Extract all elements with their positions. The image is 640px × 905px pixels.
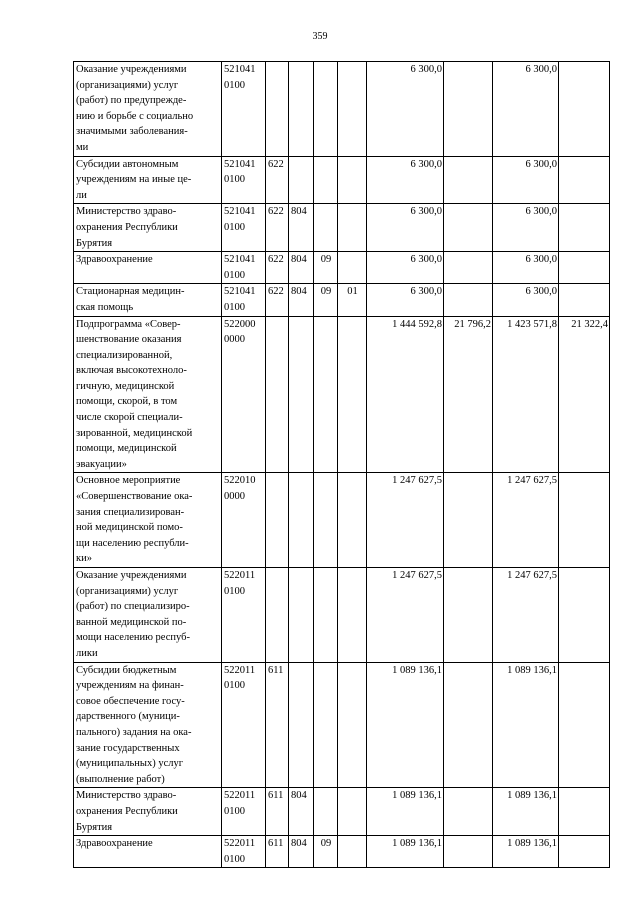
table-row — [74, 62, 610, 157]
amount-next-federal-cell — [559, 662, 610, 788]
table-row — [74, 836, 610, 868]
ministry-code-cell — [289, 568, 314, 663]
table-row — [74, 316, 610, 473]
ministry-code-cell — [289, 473, 314, 568]
amount-federal-cell — [444, 568, 493, 663]
row-name-cell-line: Здравоохранение — [76, 838, 153, 850]
subsection-cell — [338, 316, 367, 473]
amount-next-federal-cell — [559, 568, 610, 663]
expense-type-cell: 622 — [266, 252, 289, 284]
section-cell — [314, 156, 338, 204]
row-name-cell-line: ли — [76, 189, 87, 201]
expense-type-cell — [266, 473, 289, 568]
amount-next-cell: 6 300,0 — [493, 284, 559, 316]
section-cell — [314, 662, 338, 788]
target-code-cell-line: 0100 — [224, 221, 245, 233]
ministry-code-cell: 804 — [289, 788, 314, 836]
row-name-cell-line: Бурятия — [76, 237, 113, 249]
row-name-cell-line: (организациями) услуг — [76, 79, 179, 91]
amount-federal-cell — [444, 204, 493, 252]
row-name-cell-line: (муниципальных) услуг — [76, 758, 184, 770]
amount-next-cell: 1 247 627,5 — [493, 473, 559, 568]
row-name-cell-line: учреждениям на финан- — [76, 680, 184, 692]
amount-federal-cell — [444, 836, 493, 868]
section-cell: 09 — [314, 252, 338, 284]
row-name-cell-line: охранения Республики — [76, 221, 178, 233]
row-name-cell — [74, 204, 222, 252]
target-code-cell — [222, 788, 266, 836]
target-code-cell-line: 521041 — [224, 286, 256, 298]
target-code-cell-line: 521041 — [224, 158, 256, 170]
row-name-cell-line: ной медицинской помо- — [76, 522, 183, 534]
target-code-cell — [222, 62, 266, 157]
row-name-cell-line: ки» — [76, 553, 92, 565]
amount-next-federal-cell — [559, 284, 610, 316]
row-name-cell-line: щи населению республи- — [76, 537, 189, 549]
row-name-cell-line: охранения Республики — [76, 805, 178, 817]
row-name-cell-line: Стационарная медицин- — [76, 286, 185, 298]
row-name-cell-line: Подпрограмма «Совер- — [76, 318, 181, 330]
row-name-cell-line: значимыми заболевания- — [76, 126, 188, 138]
row-name-cell-line: (работ) по предупрежде- — [76, 95, 187, 107]
target-code-cell — [222, 284, 266, 316]
row-name-cell-line: гичную, медицинской — [76, 380, 175, 392]
ministry-code-cell — [289, 62, 314, 157]
ministry-code-cell — [289, 156, 314, 204]
section-cell — [314, 788, 338, 836]
row-name-cell-line: шенствование оказания — [76, 334, 182, 346]
target-code-cell-line: 522011 — [224, 838, 256, 850]
expense-type-cell: 622 — [266, 284, 289, 316]
row-name-cell — [74, 568, 222, 663]
amount-federal-cell — [444, 62, 493, 157]
row-name-cell — [74, 316, 222, 473]
row-name-cell-line: (организациями) услуг — [76, 585, 179, 597]
section-cell — [314, 316, 338, 473]
section-cell — [314, 62, 338, 157]
target-code-cell — [222, 473, 266, 568]
row-name-cell-line: числе скорой специали- — [76, 412, 183, 424]
amount-federal-cell — [444, 662, 493, 788]
row-name-cell-line: лики — [76, 647, 98, 659]
row-name-cell-line: зания специализирован- — [76, 506, 185, 518]
expense-type-cell — [266, 62, 289, 157]
target-code-cell-line: 521041 — [224, 254, 256, 266]
row-name-cell — [74, 473, 222, 568]
row-name-cell-line: «Совершенствование ока- — [76, 491, 193, 503]
row-name-cell-line: помощи, медицинской — [76, 443, 177, 455]
row-name-cell-line: ская помощь — [76, 301, 134, 313]
row-name-cell-line: пального) задания на ока- — [76, 726, 192, 738]
row-name-cell-line: Министерство здраво- — [76, 206, 177, 218]
amount-federal-cell — [444, 284, 493, 316]
row-name-cell-line: (работ) по специализиро- — [76, 601, 190, 613]
row-name-cell-line: Субсидии бюджетным — [76, 664, 177, 676]
amount-cell: 6 300,0 — [367, 156, 444, 204]
row-name-cell — [74, 836, 222, 868]
amount-next-federal-cell — [559, 788, 610, 836]
row-name-cell-line: мощи населению респуб- — [76, 632, 190, 644]
amount-next-cell: 6 300,0 — [493, 252, 559, 284]
row-name-cell-line: зание государственных — [76, 742, 180, 754]
subsection-cell — [338, 836, 367, 868]
subsection-cell — [338, 204, 367, 252]
amount-cell: 1 089 136,1 — [367, 662, 444, 788]
subsection-cell — [338, 788, 367, 836]
section-cell — [314, 204, 338, 252]
subsection-cell: 01 — [338, 284, 367, 316]
row-name-cell — [74, 788, 222, 836]
target-code-cell-line: 0100 — [224, 301, 245, 313]
table-row — [74, 662, 610, 788]
amount-next-cell: 1 089 136,1 — [493, 788, 559, 836]
section-cell — [314, 568, 338, 663]
target-code-cell — [222, 836, 266, 868]
row-name-cell-line: Оказание учреждениями — [76, 64, 187, 75]
amount-next-cell: 6 300,0 — [493, 62, 559, 157]
amount-federal-cell — [444, 473, 493, 568]
amount-next-cell: 6 300,0 — [493, 156, 559, 204]
row-name-cell-line: зированной, медицинской — [76, 427, 193, 439]
table-row — [74, 204, 610, 252]
subsection-cell — [338, 252, 367, 284]
expense-type-cell: 611 — [266, 788, 289, 836]
ministry-code-cell: 804 — [289, 284, 314, 316]
target-code-cell — [222, 316, 266, 473]
ministry-code-cell — [289, 662, 314, 788]
row-name-cell-line: Бурятия — [76, 821, 113, 833]
row-name-cell-line: специализированной, — [76, 349, 173, 361]
table-row — [74, 473, 610, 568]
row-name-cell — [74, 662, 222, 788]
row-name-cell-line: включая высокотехноло- — [76, 365, 187, 377]
amount-cell: 6 300,0 — [367, 284, 444, 316]
subsection-cell — [338, 62, 367, 157]
amount-next-cell: 6 300,0 — [493, 204, 559, 252]
subsection-cell — [338, 156, 367, 204]
target-code-cell-line: 522010 — [224, 475, 256, 487]
ministry-code-cell: 804 — [289, 252, 314, 284]
target-code-cell-line: 522011 — [224, 570, 256, 581]
amount-next-cell: 1 423 571,8 — [493, 316, 559, 473]
amount-next-federal-cell — [559, 836, 610, 868]
target-code-cell — [222, 568, 266, 663]
row-name-cell-line: помощи, скорой, в том — [76, 396, 178, 408]
table-row — [74, 284, 610, 316]
amount-cell: 1 089 136,1 — [367, 788, 444, 836]
amount-cell: 6 300,0 — [367, 252, 444, 284]
target-code-cell-line: 0100 — [224, 269, 245, 281]
target-code-cell-line: 0100 — [224, 805, 245, 817]
row-name-cell-line: Оказание учреждениями — [76, 570, 187, 581]
row-name-cell — [74, 62, 222, 157]
target-code-cell — [222, 204, 266, 252]
row-name-cell-line: Министерство здраво- — [76, 790, 177, 802]
amount-next-cell: 1 089 136,1 — [493, 836, 559, 868]
row-name-cell-line: (выполнение работ) — [76, 773, 165, 785]
target-code-cell-line: 522000 — [224, 318, 256, 330]
table-row — [74, 788, 610, 836]
row-name-cell — [74, 156, 222, 204]
amount-cell: 1 247 627,5 — [367, 568, 444, 663]
amount-federal-cell: 21 796,2 — [444, 316, 493, 473]
amount-next-cell: 1 247 627,5 — [493, 568, 559, 663]
target-code-cell-line: 522011 — [224, 664, 256, 676]
amount-next-cell: 1 089 136,1 — [493, 662, 559, 788]
target-code-cell — [222, 252, 266, 284]
row-name-cell-line: эвакуации» — [76, 458, 127, 470]
target-code-cell-line: 521041 — [224, 64, 256, 75]
target-code-cell-line: 521041 — [224, 206, 256, 218]
row-name-cell-line: нию и борьбе с социально — [76, 110, 194, 122]
amount-next-federal-cell — [559, 252, 610, 284]
expense-type-cell: 611 — [266, 836, 289, 868]
expense-type-cell: 622 — [266, 204, 289, 252]
amount-next-federal-cell — [559, 62, 610, 157]
page-number: 359 — [312, 31, 328, 42]
amount-next-federal-cell: 21 322,4 — [559, 316, 610, 473]
row-name-cell-line: Субсидии автономным — [76, 158, 179, 170]
budget-table-body — [74, 62, 610, 868]
row-name-cell — [74, 252, 222, 284]
target-code-cell-line: 0000 — [224, 334, 245, 346]
expense-type-cell: 622 — [266, 156, 289, 204]
target-code-cell-line: 0100 — [224, 853, 245, 865]
amount-cell: 1 089 136,1 — [367, 836, 444, 868]
table-row — [74, 252, 610, 284]
target-code-cell-line: 0100 — [224, 174, 245, 186]
expense-type-cell — [266, 568, 289, 663]
amount-next-federal-cell — [559, 473, 610, 568]
target-code-cell — [222, 156, 266, 204]
row-name-cell-line: ванной медицинской по- — [76, 616, 187, 628]
target-code-cell-line: 0100 — [224, 79, 245, 91]
table-row — [74, 568, 610, 663]
budget-table — [73, 61, 610, 868]
amount-cell: 6 300,0 — [367, 204, 444, 252]
row-name-cell-line: ми — [76, 141, 89, 153]
subsection-cell — [338, 662, 367, 788]
amount-cell: 1 444 592,8 — [367, 316, 444, 473]
amount-cell: 6 300,0 — [367, 62, 444, 157]
row-name-cell-line: дарственного (муници- — [76, 711, 180, 723]
expense-type-cell: 611 — [266, 662, 289, 788]
subsection-cell — [338, 568, 367, 663]
amount-federal-cell — [444, 788, 493, 836]
expense-type-cell — [266, 316, 289, 473]
amount-next-federal-cell — [559, 156, 610, 204]
target-code-cell — [222, 662, 266, 788]
amount-cell: 1 247 627,5 — [367, 473, 444, 568]
ministry-code-cell — [289, 316, 314, 473]
amount-federal-cell — [444, 156, 493, 204]
amount-federal-cell — [444, 252, 493, 284]
row-name-cell-line: учреждениям на иные це- — [76, 174, 192, 186]
table-row — [74, 156, 610, 204]
row-name-cell-line: Основное мероприятие — [76, 475, 181, 487]
section-cell: 09 — [314, 284, 338, 316]
ministry-code-cell: 804 — [289, 836, 314, 868]
target-code-cell-line: 0100 — [224, 585, 245, 597]
section-cell: 09 — [314, 836, 338, 868]
section-cell — [314, 473, 338, 568]
target-code-cell-line: 522011 — [224, 790, 256, 802]
target-code-cell-line: 0100 — [224, 680, 245, 692]
row-name-cell — [74, 284, 222, 316]
row-name-cell-line: совое обеспечение госу- — [76, 695, 185, 707]
ministry-code-cell: 804 — [289, 204, 314, 252]
amount-next-federal-cell — [559, 204, 610, 252]
subsection-cell — [338, 473, 367, 568]
row-name-cell-line: Здравоохранение — [76, 254, 153, 266]
target-code-cell-line: 0000 — [224, 491, 245, 503]
